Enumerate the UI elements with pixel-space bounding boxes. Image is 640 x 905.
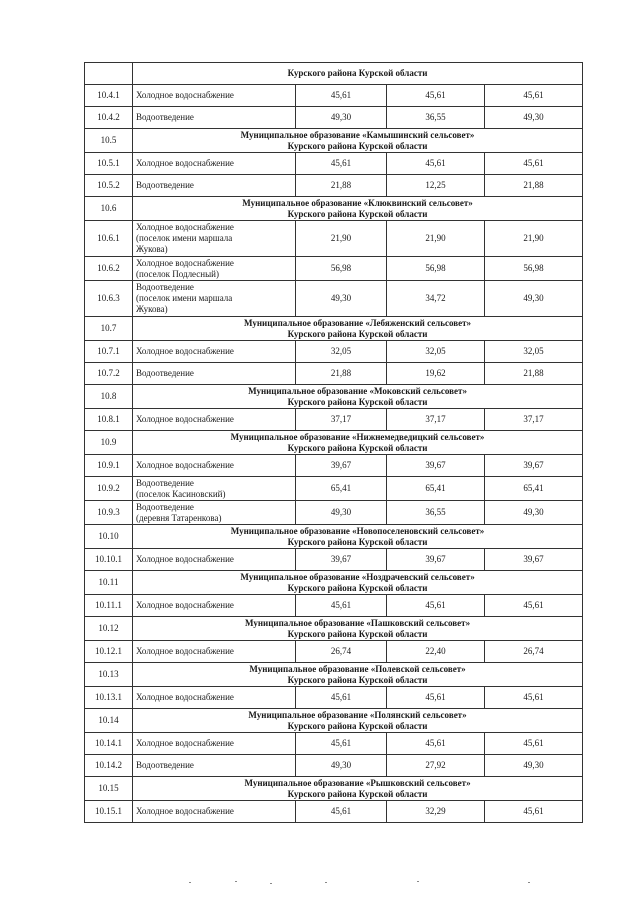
service-name-line: (поселок Касиновский) <box>136 488 226 499</box>
tariff-value-2: 56,98 <box>387 257 485 281</box>
tariff-value-1: 45,61 <box>296 801 387 823</box>
scan-specks <box>0 880 640 900</box>
section-title-line2: Курского района Курской области <box>287 328 428 339</box>
section-title <box>133 709 583 733</box>
section-code: 10.14 <box>85 709 133 733</box>
service-name-line: Водоотведение <box>136 760 194 770</box>
section-header-row <box>85 431 583 455</box>
tariff-value-1: 26,74 <box>296 641 387 663</box>
tariff-value-3: 45,61 <box>485 733 583 755</box>
section-title-line2: Курского района Курской области <box>287 140 428 151</box>
section-code: 10.15 <box>85 777 133 801</box>
tariff-value-1: 49,30 <box>296 281 387 317</box>
section-code: 10.11 <box>85 571 133 595</box>
service-name <box>133 455 296 477</box>
tariff-value-1: 45,61 <box>296 85 387 107</box>
row-code: 10.11.1 <box>85 595 133 617</box>
row-code: 10.13.1 <box>85 687 133 709</box>
tariff-value-1: 21,88 <box>296 363 387 385</box>
service-name-line: (поселок Подлесный) <box>136 268 219 279</box>
table-row <box>85 281 583 317</box>
section-title <box>133 385 583 409</box>
service-name <box>133 85 296 107</box>
section-code: 10.10 <box>85 525 133 549</box>
tariff-value-2: 27,92 <box>387 755 485 777</box>
row-code: 10.6.3 <box>85 281 133 317</box>
service-name-line: Холодное водоснабжение <box>136 158 234 168</box>
service-name-line: Жукова) <box>136 244 168 254</box>
row-code: 10.6.1 <box>85 221 133 257</box>
section-title-line2: Курского района Курской области <box>287 396 428 407</box>
tariff-value-3: 39,67 <box>485 455 583 477</box>
section-title-line1: Муниципальное образование «Камышинский сельсовет» <box>240 129 475 140</box>
tariff-value-3: 65,41 <box>485 477 583 501</box>
tariff-value-2: 32,29 <box>387 801 485 823</box>
section-title-line2: Курского района Курской области <box>287 674 428 685</box>
service-name <box>133 687 296 709</box>
table-row <box>85 341 583 363</box>
table-row <box>85 595 583 617</box>
service-name <box>133 409 296 431</box>
section-header-row <box>85 317 583 341</box>
section-header-row <box>85 385 583 409</box>
tariff-value-3: 49,30 <box>485 755 583 777</box>
service-name <box>133 733 296 755</box>
service-name <box>133 595 296 617</box>
table-row <box>85 107 583 129</box>
tariff-value-2: 21,90 <box>387 221 485 257</box>
table-row <box>85 733 583 755</box>
row-code: 10.4.2 <box>85 107 133 129</box>
tariff-value-3: 45,61 <box>485 687 583 709</box>
tariff-value-2: 45,61 <box>387 733 485 755</box>
tariff-value-3: 39,67 <box>485 549 583 571</box>
service-name <box>133 153 296 175</box>
section-title-line1: Муниципальное образование «Нижнемедведицкий сельсовет» <box>230 431 485 442</box>
section-header-row <box>85 709 583 733</box>
service-name-line: Холодное водоснабжение <box>136 222 234 232</box>
service-name-line: Холодное водоснабжение <box>136 460 234 470</box>
tariff-value-3: 21,88 <box>485 175 583 197</box>
tariff-value-3: 32,05 <box>485 341 583 363</box>
service-name-line: (поселок имени маршала <box>136 233 233 243</box>
tariff-value-1: 21,88 <box>296 175 387 197</box>
service-name-line: Холодное водоснабжение <box>136 806 234 816</box>
service-name-line: Холодное водоснабжение <box>136 554 234 564</box>
section-title <box>133 431 583 455</box>
section-title-line2: Курского района Курской области <box>287 582 428 593</box>
service-name <box>133 641 296 663</box>
table-row <box>85 755 583 777</box>
section-title: Курского района Курской области <box>133 63 583 85</box>
tariff-value-2: 32,05 <box>387 341 485 363</box>
section-title-line2: Курского района Курской области <box>287 208 428 219</box>
service-name <box>133 363 296 385</box>
section-header-row <box>85 663 583 687</box>
section-title <box>133 663 583 687</box>
table-row <box>85 549 583 571</box>
section-header-row <box>85 129 583 153</box>
service-name-line: (деревня Татаренкова) <box>136 512 222 523</box>
tariff-value-3: 37,17 <box>485 409 583 431</box>
service-name <box>133 107 296 129</box>
service-name <box>133 801 296 823</box>
service-name <box>133 221 296 257</box>
tariff-value-1: 49,30 <box>296 107 387 129</box>
table-row <box>85 221 583 257</box>
row-code: 10.9.2 <box>85 477 133 501</box>
service-name-line: Водоотведение <box>136 501 194 512</box>
section-title <box>133 617 583 641</box>
service-name-line: Холодное водоснабжение <box>136 600 234 610</box>
row-code: 10.4.1 <box>85 85 133 107</box>
row-code: 10.7.2 <box>85 363 133 385</box>
table-row <box>85 175 583 197</box>
section-header-row <box>85 617 583 641</box>
section-title-line1: Муниципальное образование «Пашковский сельсовет» <box>244 617 471 628</box>
section-header-row <box>85 525 583 549</box>
row-code: 10.5.1 <box>85 153 133 175</box>
row-code: 10.9.1 <box>85 455 133 477</box>
tariff-table <box>84 62 583 823</box>
tariff-value-1: 45,61 <box>296 153 387 175</box>
tariff-value-3: 21,90 <box>485 221 583 257</box>
tariff-value-1: 39,67 <box>296 549 387 571</box>
tariff-value-1: 45,61 <box>296 687 387 709</box>
service-name-line: Холодное водоснабжение <box>136 738 234 748</box>
section-title-line2: Курского района Курской области <box>287 442 428 453</box>
tariff-value-1: 45,61 <box>296 733 387 755</box>
table-row <box>85 455 583 477</box>
table-row-top-title <box>85 63 583 85</box>
tariff-value-3: 49,30 <box>485 107 583 129</box>
tariff-value-3: 45,61 <box>485 153 583 175</box>
section-code: 10.13 <box>85 663 133 687</box>
section-code: 10.5 <box>85 129 133 153</box>
service-name-line: Водоотведение <box>136 368 194 378</box>
service-name-line: Водоотведение <box>136 282 194 292</box>
tariff-value-3: 45,61 <box>485 595 583 617</box>
service-name <box>133 257 296 281</box>
table-row <box>85 85 583 107</box>
tariff-value-1: 49,30 <box>296 755 387 777</box>
tariff-value-2: 36,55 <box>387 501 485 525</box>
service-name-line: (поселок имени маршала <box>136 293 233 303</box>
section-title-line2: Курского района Курской области <box>287 720 428 731</box>
section-header-row <box>85 197 583 221</box>
table-row <box>85 641 583 663</box>
tariff-value-2: 22,40 <box>387 641 485 663</box>
section-title-line1: Муниципальное образование «Полянский сельсовет» <box>248 709 467 720</box>
tariff-value-2: 45,61 <box>387 595 485 617</box>
tariff-value-2: 34,72 <box>387 281 485 317</box>
tariff-value-1: 45,61 <box>296 595 387 617</box>
tariff-value-2: 19,62 <box>387 363 485 385</box>
service-name <box>133 281 296 317</box>
tariff-value-1: 49,30 <box>296 501 387 525</box>
section-title <box>133 317 583 341</box>
service-name <box>133 341 296 363</box>
section-title-line1: Муниципальное образование «Полевской сельсовет» <box>249 663 466 674</box>
table-row <box>85 153 583 175</box>
tariff-value-1: 56,98 <box>296 257 387 281</box>
service-name <box>133 549 296 571</box>
tariff-value-1: 39,67 <box>296 455 387 477</box>
tariff-value-2: 45,61 <box>387 687 485 709</box>
row-code: 10.5.2 <box>85 175 133 197</box>
tariff-value-3: 26,74 <box>485 641 583 663</box>
row-code: 10.15.1 <box>85 801 133 823</box>
section-title <box>133 525 583 549</box>
section-title-line2: Курского района Курской области <box>287 536 428 547</box>
section-header-row <box>85 571 583 595</box>
service-name-line: Водоотведение <box>136 112 194 122</box>
table-row <box>85 687 583 709</box>
tariff-value-3: 49,30 <box>485 501 583 525</box>
tariff-value-3: 49,30 <box>485 281 583 317</box>
section-code: 10.8 <box>85 385 133 409</box>
section-header-row <box>85 777 583 801</box>
tariff-value-2: 39,67 <box>387 455 485 477</box>
service-name-line: Холодное водоснабжение <box>136 346 234 356</box>
row-code: 10.14.2 <box>85 755 133 777</box>
section-title <box>133 129 583 153</box>
table-row <box>85 409 583 431</box>
section-code: 10.12 <box>85 617 133 641</box>
row-code: 10.14.1 <box>85 733 133 755</box>
service-name-line: Жукова) <box>136 304 168 314</box>
section-code: 10.9 <box>85 431 133 455</box>
table-row <box>85 363 583 385</box>
tariff-value-3: 21,88 <box>485 363 583 385</box>
row-code: 10.10.1 <box>85 549 133 571</box>
section-code: 10.7 <box>85 317 133 341</box>
tariff-value-1: 21,90 <box>296 221 387 257</box>
tariff-value-3: 45,61 <box>485 85 583 107</box>
table-row <box>85 477 583 501</box>
section-code: 10.6 <box>85 197 133 221</box>
tariff-value-2: 39,67 <box>387 549 485 571</box>
service-name-line: Водоотведение <box>136 180 194 190</box>
table-row <box>85 501 583 525</box>
row-code: 10.12.1 <box>85 641 133 663</box>
service-name-line: Холодное водоснабжение <box>136 90 234 100</box>
tariff-value-3: 56,98 <box>485 257 583 281</box>
section-title <box>133 571 583 595</box>
row-code: 10.7.1 <box>85 341 133 363</box>
tariff-table-body <box>85 63 583 823</box>
tariff-value-2: 45,61 <box>387 153 485 175</box>
service-name-line: Водоотведение <box>136 477 194 488</box>
tariff-value-1: 37,17 <box>296 409 387 431</box>
service-name <box>133 501 296 525</box>
row-code: 10.8.1 <box>85 409 133 431</box>
section-title-line1: Муниципальное образование «Новопоселеновский сельсовет» <box>230 525 485 536</box>
section-title <box>133 197 583 221</box>
tariff-value-3: 45,61 <box>485 801 583 823</box>
section-title-line1: Муниципальное образование «Клюквинский сельсовет» <box>242 197 473 208</box>
tariff-value-2: 37,17 <box>387 409 485 431</box>
section-title-line1: Муниципальное образование «Ноздрачевский сельсовет» <box>240 571 475 582</box>
tariff-value-1: 32,05 <box>296 341 387 363</box>
section-title <box>133 777 583 801</box>
service-name-line: Холодное водоснабжение <box>136 414 234 424</box>
section-title-line2: Курского района Курской области <box>287 788 428 799</box>
row-code: 10.9.3 <box>85 501 133 525</box>
service-name-line: Холодное водоснабжение <box>136 646 234 656</box>
service-name-line: Холодное водоснабжение <box>136 692 234 702</box>
service-name-line: Холодное водоснабжение <box>136 257 234 268</box>
tariff-value-2: 12,25 <box>387 175 485 197</box>
service-name <box>133 477 296 501</box>
section-title-line2: Курского района Курской области <box>287 628 428 639</box>
tariff-value-2: 65,41 <box>387 477 485 501</box>
section-title-line1: Муниципальное образование «Рышковский сельсовет» <box>244 777 471 788</box>
table-row <box>85 257 583 281</box>
tariff-value-2: 45,61 <box>387 85 485 107</box>
service-name <box>133 755 296 777</box>
table-row <box>85 801 583 823</box>
service-name <box>133 175 296 197</box>
tariff-value-1: 65,41 <box>296 477 387 501</box>
section-title-line1: Муниципальное образование «Моковский сельсовет» <box>248 385 467 396</box>
tariff-value-2: 36,55 <box>387 107 485 129</box>
row-code: 10.6.2 <box>85 257 133 281</box>
section-title-line1: Муниципальное образование «Лебяженский сельсовет» <box>243 317 472 328</box>
empty-code-cell <box>85 63 133 85</box>
